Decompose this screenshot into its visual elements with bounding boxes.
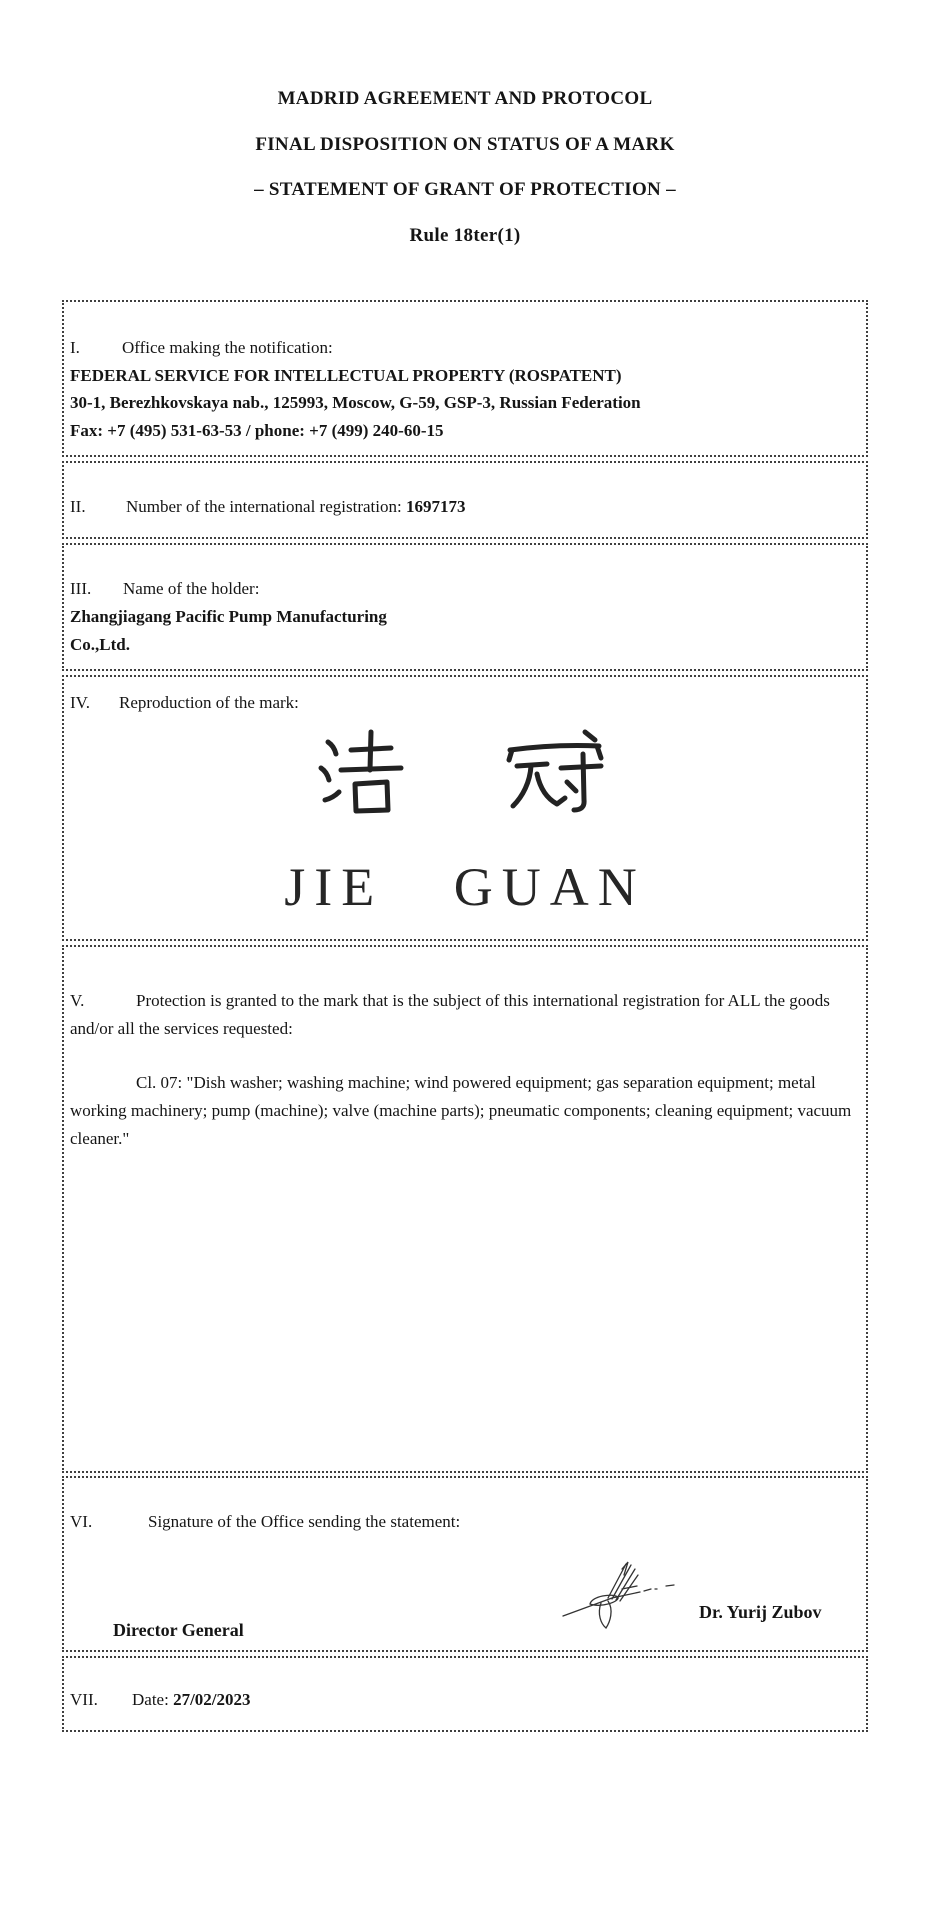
- section-office-box: [62, 300, 868, 457]
- registration-number-label: Number of the international registration:: [126, 497, 406, 516]
- mark-latin-text: JIE GUAN: [284, 857, 646, 917]
- section-number: III.: [70, 579, 92, 598]
- registration-number-line: [70, 493, 858, 521]
- holder-label: Name of the holder:: [123, 579, 260, 598]
- signature-heading: [70, 1508, 858, 1536]
- section-number: I.: [70, 338, 80, 357]
- signature-label: Signature of the Office sending the statement:: [148, 1512, 461, 1531]
- holder-name-line2: Co.,Ltd.: [70, 635, 130, 654]
- signatory-title: Director General: [113, 1620, 244, 1640]
- section-number: II.: [70, 497, 86, 516]
- doc-title-line4: Rule 18ter(1): [409, 225, 521, 246]
- section-protection-box: [62, 945, 868, 1473]
- date-line: [70, 1686, 858, 1714]
- office-address: 30-1, Berezhkovskaya nab., 125993, Moscow, G-59, GSP-3, Russian Federation: [70, 393, 641, 412]
- holder-heading: [70, 575, 858, 603]
- holder-name-line1: Zhangjiagang Pacific Pump Manufacturing: [70, 607, 387, 626]
- section-registration-number-box: [62, 461, 868, 539]
- section-number: VII.: [70, 1690, 98, 1709]
- signatory-name: Dr. Yurij Zubov: [699, 1602, 822, 1622]
- doc-title-line1: MADRID AGREEMENT AND PROTOCOL: [277, 88, 653, 109]
- section-number: IV.: [70, 693, 90, 712]
- section-date-box: [62, 1656, 868, 1732]
- section-number: VI.: [70, 1512, 93, 1531]
- office-contacts: Fax: +7 (495) 531-63-53 / phone: +7 (499) 240-60-15: [70, 420, 444, 440]
- doc-title-line3: – STATEMENT OF GRANT OF PROTECTION –: [254, 179, 676, 200]
- date-label: Date:: [132, 1690, 174, 1709]
- section-holder-box: [62, 543, 868, 671]
- goods-services-list: Cl. 07: "Dish washer; washing machine; wind powered equipment; gas separation equipment; metal working machinery; pump (machine); valve (machine parts); pneumatic components; cleaning equipment; vacuum cleaner.": [70, 1073, 852, 1148]
- signature-scribble: [560, 1556, 680, 1630]
- date-value: 27/02/2023: [173, 1690, 251, 1709]
- protection-statement-text: Protection is granted to the mark that is the subject of this international registration for ALL the goods and/or all the services requested:: [70, 991, 830, 1038]
- mark-label: Reproduction of the mark:: [119, 693, 299, 712]
- office-name: FEDERAL SERVICE FOR INTELLECTUAL PROPERTY (ROSPATENT): [70, 365, 622, 385]
- section-office-label: Office making the notification:: [122, 338, 333, 357]
- doc-title-line2: FINAL DISPOSITION ON STATUS OF A MARK: [255, 134, 675, 155]
- protection-statement: [70, 987, 858, 1043]
- section-number: V.: [70, 991, 85, 1010]
- mark-heading: [70, 689, 858, 717]
- section-office-heading: [70, 334, 858, 362]
- registration-number-value: 1697173: [405, 497, 466, 516]
- mark-chinese-characters: [225, 726, 695, 818]
